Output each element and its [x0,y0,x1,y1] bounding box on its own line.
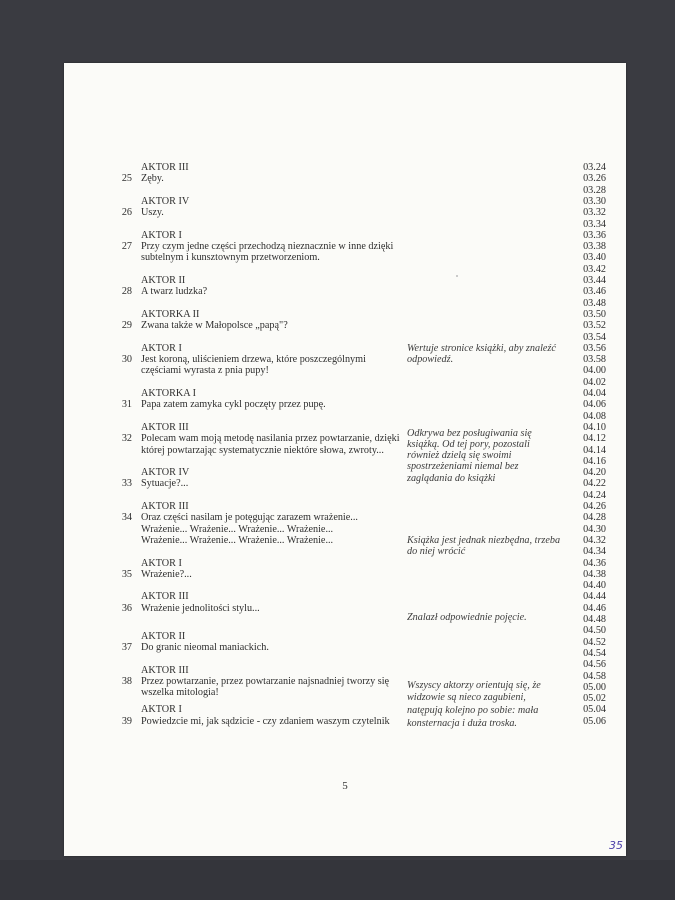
timecode: 04.34 [583,546,606,558]
dialogue-line: Wrażenie... Wrażenie... Wrażenie... Wrażenie... [141,523,334,535]
dialogue-line: Jest koroną, uliścieniem drzewa, które poszczególnymi [141,354,366,366]
line-number: 38 [121,676,132,688]
dialogue-line: Sytuacje?... [141,478,189,490]
timecode: 04.00 [583,365,606,377]
line-number: 34 [121,512,132,524]
speaker-name: AKTORKA II [141,308,200,320]
timecode: 05.00 [583,681,606,693]
dialogue-line: Papa zatem zamyka cykl poczęty przez pupę. [141,399,326,411]
line-number: 36 [121,602,132,614]
dialogue-line: Wrażenie jednolitości stylu... [141,602,260,614]
stage-direction: do niej wrócić [407,546,466,558]
dialogue-line: której powtarzając systematycznie niektóre słowa, zwroty... [141,444,384,456]
handwritten-page-number: 35 [609,839,623,852]
speaker-name: AKTOR II [141,630,186,642]
timecode: 03.54 [583,331,606,343]
timecode: 04.24 [583,489,606,501]
timecode: 04.04 [583,388,606,399]
timecode: 04.50 [583,625,606,637]
stage-direction: Książka jest jednak niezbędna, trzeba [407,534,561,546]
timecode: 04.26 [583,501,606,512]
line-number: 37 [121,642,132,654]
stage-direction: widzowie są nieco zagubieni, [407,692,526,704]
timecode: 04.22 [583,478,606,490]
timecode: 03.32 [583,207,606,219]
dialogue-line: Wrażenie?... [141,568,192,580]
timecode: 03.48 [583,297,606,309]
timecode: 04.38 [583,568,606,580]
stage-direction: również dzielą się swoimi [407,450,512,462]
stage-direction: Znalazł odpowiednie pojęcie. [407,611,527,623]
timecode: 04.14 [583,444,606,456]
speaker-name: AKTOR II [141,275,186,286]
timecode: 04.06 [583,399,606,411]
timecode: 05.02 [583,693,606,705]
scanner-background [0,860,675,900]
speaker-name: AKTORKA I [141,388,196,399]
timecode: 05.04 [583,704,606,716]
dialogue-line: Oraz części nasilam je potęgując zarazem wrażenie... [141,512,358,524]
dialogue-line: Uszy. [141,207,164,219]
speaker-name: AKTOR I [141,229,182,241]
line-number: 32 [121,433,132,445]
timecode: 03.46 [583,286,606,298]
speaker-name: AKTOR III [141,421,189,433]
line-number: 26 [121,207,132,219]
dialogue-line: Polecam wam moją metodę nasilania przez powtarzanie, dzięki [141,433,400,445]
speaker-name: AKTOR I [141,704,182,716]
speaker-name: AKTOR I [141,342,182,354]
timecode: 04.20 [583,467,606,479]
speaker-name: AKTOR IV [141,467,190,479]
speaker-name: AKTOR I [141,557,182,569]
timecode: 04.28 [583,512,606,524]
dialogue-line: Przez powtarzanie, przez powtarzanie najsnadniej tworzy się [141,676,390,688]
dialogue-line: Powiedzcie mi, jak sądzicie - czy zdaniem waszym czytelnik [141,715,390,727]
speaker-name: AKTOR III [141,162,189,173]
timecode: 03.34 [583,218,606,230]
timecode: 04.30 [583,523,606,535]
timecode: 03.36 [583,229,606,241]
dialogue-line: A twarz ludzka? [141,286,208,298]
timecode: 03.40 [583,252,606,264]
stage-direction: konsternacja i duża troska. [407,717,517,729]
timecode: 05.06 [583,715,606,727]
timecode: 04.44 [583,591,606,603]
dialogue-line: wszelka mitologia! [141,687,219,699]
paper-speck [456,275,458,277]
timecode: 04.46 [583,602,606,614]
timecode: 03.30 [583,195,606,207]
dialogue-line: Wrażenie... Wrażenie... Wrażenie... Wrażenie... [141,534,334,546]
dialogue-line: częściami wyrasta z pnia pupy! [141,365,269,377]
line-number: 29 [121,320,132,332]
dialogue-line: Do granic nieomal maniackich. [141,642,269,654]
line-number: 31 [121,399,132,411]
line-number: 25 [121,173,132,185]
stage-direction: Wertuje stronice książki, aby znaleźć [407,342,556,354]
timecode: 04.52 [583,636,606,648]
timecode: 04.36 [583,557,606,569]
timecode: 04.12 [583,433,606,445]
timecode: 03.56 [583,342,606,354]
speaker-name: AKTOR III [141,664,189,676]
line-number: 28 [121,286,132,298]
timecode: 04.48 [583,614,606,625]
timecode: 04.32 [583,534,606,546]
speaker-name: AKTOR IV [141,195,190,207]
timecode: 03.42 [583,263,606,275]
dialogue-line: Zęby. [141,173,164,185]
stage-direction: natępują kolejno po sobie: mała [407,704,539,716]
line-number: 33 [121,478,132,490]
page-number: 5 [342,780,348,792]
timecode: 03.26 [583,173,606,185]
dialogue-line: Zwana także w Małopolsce „papą"? [141,320,288,332]
speaker-name: AKTOR III [141,591,189,603]
stage-direction: odpowiedź. [407,354,454,366]
timecode: 03.52 [583,320,606,332]
timecode: 04.16 [583,455,606,467]
stage-direction: Odkrywa bez posługiwania się [407,427,532,439]
timecode: 04.02 [583,376,606,388]
dialogue-line: subtelnym i kunsztownym przetworzeniom. [141,252,320,264]
line-number: 35 [121,568,132,580]
stage-direction: książką. Od tej pory, pozostali [407,438,530,450]
stage-direction: Wszyscy aktorzy orientują się, że [407,679,541,691]
timecode: 03.24 [583,162,606,173]
script-page [64,63,626,856]
line-number: 39 [121,715,132,727]
timecode: 03.58 [583,354,606,366]
speaker-name: AKTOR III [141,501,189,512]
timecode: 04.58 [583,670,606,682]
timecode: 03.38 [583,241,606,253]
timecode: 04.56 [583,659,606,671]
line-number: 27 [121,241,132,253]
timecode: 04.08 [583,410,606,422]
timecode: 03.28 [583,184,606,196]
stage-direction: zaglądania do książki [407,472,496,484]
line-number: 30 [121,354,132,366]
dialogue-line: Przy czym jedne części przechodzą nieznacznie w inne dzięki [141,241,394,253]
timecode: 04.54 [583,647,606,659]
timecode: 03.50 [583,308,606,320]
timecode: 04.10 [583,421,606,433]
timecode: 03.44 [583,275,606,286]
stage-direction: spostrzeżeniami niemal bez [407,461,519,473]
timecode: 04.40 [583,580,606,592]
